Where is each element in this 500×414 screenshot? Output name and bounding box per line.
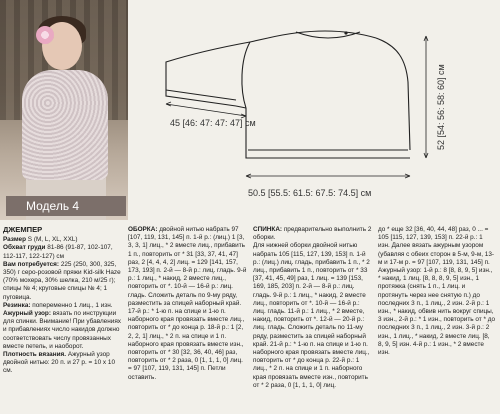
garment-title: ДЖЕМПЕР <box>3 226 43 234</box>
sweater-outline <box>166 31 410 158</box>
column-4 <box>378 226 496 357</box>
back-section: Для нижней оборки двойной нитью набрать 105 [115, 127, 139, 153] п. 1-й р.: (лиц.) лиц. гладь, прибавить 1 п., * 2 лиц., прибавить 1 п., повторить от * 33 [37, 41, 45, 49] раз, 1 лиц. = 139 [153, 169, 185, 203] п. 2-й — 8-й р.: лиц. гладь. 9-й р.: 1 лиц., * накид, 2 вместе лиц., повторить от *. 10-й — 16-й р.: лиц. гладь. 11-й р.: 1 лиц., * 2 вместе, накид, повторить от *. 12-й — 20-й р.: лиц. гладь. Сложить деталь по 11-му ряду, разместить за спицей наборный край. 21-й р.: * 1-ю п. на спице и 1-ю п. наборного края провязать вместе лиц., повторить от * до конца р. 22-й р.: 1 лиц., * 2 п. на спице и 1 п. наборного края провязать вместе изн., повторить от * 2 раза, 0 [1, 1, 1, 0] лиц. <box>253 242 370 389</box>
column-1 <box>3 226 123 376</box>
model-label: Модель 4 <box>6 196 126 216</box>
chest-line: Обхват груди 81-86 (91-87, 102-107, 112-117, 122-127) см <box>3 244 113 260</box>
sweater-schematic <box>128 0 500 222</box>
schematic-svg <box>128 0 500 222</box>
width-dimension <box>246 174 410 178</box>
photo-sweater <box>22 70 108 180</box>
flower-icon <box>36 26 54 44</box>
column-2 <box>128 226 248 382</box>
instructions <box>0 222 500 414</box>
density-line: Плотность вязания. Ажурный узор двойной нитью: 20 п. и 27 р. = 10 х 10 см. <box>3 351 116 375</box>
body-length-label: 52 [54: 56: 58: 60] см <box>436 64 446 150</box>
width-label: 50.5 [55.5: 61.5: 67.5: 74.5] см <box>248 188 372 198</box>
materials-line: Вам потребуется: 225 (250, 300, 325, 350) г серо-розовой пряжи Kid-silk Haze (70% мохера, 30% шелка, 210 м/25 г); спицы № 4; круговые спицы № 4; 1 пуговица. <box>3 260 121 301</box>
size-line: Размер S (M, L, XL, XXL) <box>3 236 78 244</box>
column-3 <box>253 226 373 390</box>
lace-line: Ажурный узор: вязать по инструкции для спинки. Внимание! При убавлениях и прибавлениях число накидов должно соответствовать числу провязанных вместе петель, и наоборот. <box>3 310 121 350</box>
sleeve-length-label: 45 [46: 47: 47: 47] см <box>170 118 256 128</box>
ruffle-section: ОБОРКА: двойной нитью набрать 97 [107, 119, 131, 145] п. 1-й р.: (лиц.) 1 [3, 3, 3, 1] лиц., * 2 вместе лиц., прибавить 1 п., повторить от * 31 [33, 37, 41, 47] раз, 2 [4, 4, 4, 2] лиц. = 129 [141, 157, 173, 193] п. 2-й — 8-й р.: лиц. гладь. 9-й р.: 1 лиц., * накид, 2 вместе лиц., повторить от *. 10-й — 16-й р.: лиц. гладь. Сложить деталь по 9-му ряду, разместить за спицей наборный край. 17-й р.: * 1-ю п. на спице и 1-ю п. наборного края провязать вместе лиц., повторить от * до конца р. 18-й р.: 1 [2, 2, 2, 1] лиц., * 2 п. на спице и 1 п. наборного края провязать вместе изн., повторить от * 30 [32, 36, 40, 46] раз, повторить от * 2 раза, 0 [1, 1, 1, 0] лиц. = 97 [107, 119, 131, 145] п. Петли оставить. <box>128 226 247 381</box>
button-icon <box>344 31 347 34</box>
lace-section: до * еще 32 [36, 40, 44, 48] раз, 0 ... = 105 [115, 127, 139, 153] п. 22-й р.: 1 изн. Далее вязать ажурным узором (убавляя с обеих сторон в 5-м, 9-м, 13-м и 17-м р. = 97 [107, 119, 131, 145] п. Ажурный узор: 1-й р.: 8 [8, 8, 9, 5] изн., * накид, 1 лиц. [8, 8, 8, 9, 5] изн., 1 протяжка (снять 1 п., 1 лиц. и протянуть через нее снятую п.) до последних 3 п., 1 лиц., 2 изн. 2-й р.: 1 изн., * накид, обвив нить вокруг спицы, 3 изн., 2-й р.: * 1 изн., повторить от * до последних 3 п., 1 лиц., 2 изн. 3-й р.: 2 изн., 1 лиц., * накид, 2 вместе лиц. [8, 8, 9, 5] изн. 4-й р.: 1 изн., * 2 вместе изн. <box>378 226 496 357</box>
length-dimension <box>424 36 428 158</box>
sleeve-dimension <box>166 102 246 118</box>
model-photo <box>0 0 128 220</box>
back-intro: СПИНКА: предварительно выполнить 2 оборки. <box>253 226 372 242</box>
rib-line: Резинка: попеременно 1 лиц., 1 изн. <box>3 301 113 309</box>
